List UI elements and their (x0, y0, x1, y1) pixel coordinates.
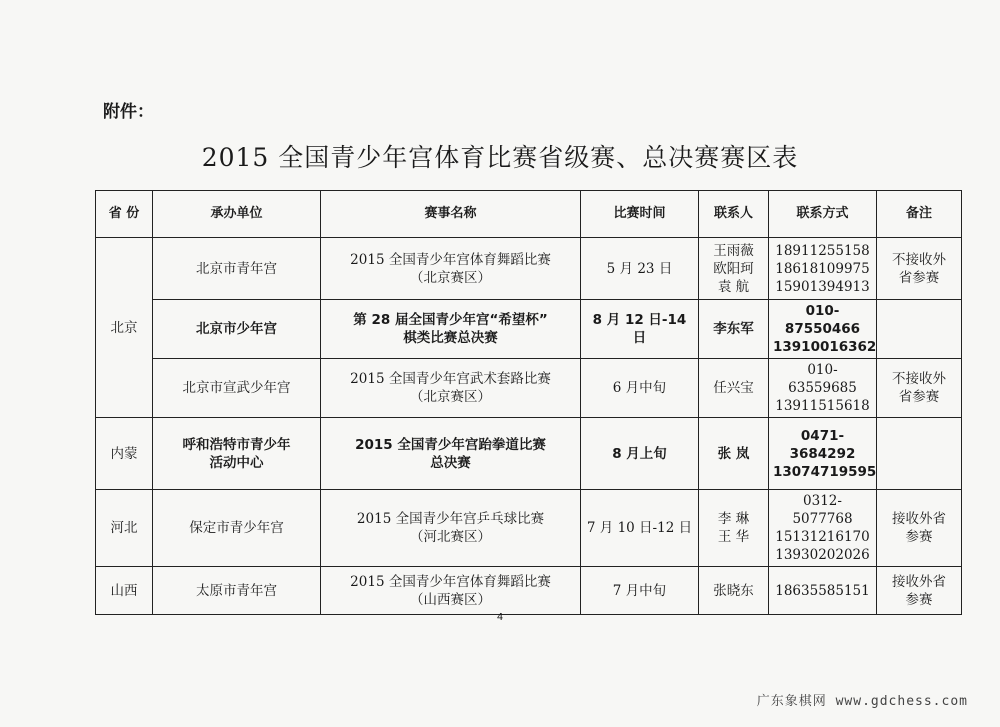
contact-cell (699, 300, 769, 359)
event-cell-line: 第 28 届全国青少年宫“希望杯” (353, 312, 548, 328)
note-cell-line: 接收外省 (892, 511, 946, 527)
organizer-cell: 太原市青年宫 (153, 567, 321, 615)
note-cell (877, 567, 962, 615)
note-cell (877, 359, 962, 418)
note-cell-line: 参赛 (905, 591, 933, 608)
time-cell: 7 月 10 日-12 日 (581, 490, 699, 567)
event-cell (321, 238, 581, 300)
phone-cell-line: 15901394913 (775, 278, 870, 295)
watermark: 广东象棋网 www.gdchess.com (756, 694, 968, 709)
event-cell-line: （山西赛区） (410, 591, 491, 608)
phone-cell (769, 490, 877, 567)
header-note: 备注 (877, 191, 962, 238)
event-cell-line: 2015 全国青少年宫体育舞蹈比赛 (350, 251, 551, 268)
header-phone: 联系方式 (769, 191, 877, 238)
event-cell (321, 567, 581, 615)
province-cell: 内蒙 (96, 418, 153, 490)
contact-cell-line: 张晓东 (713, 582, 754, 599)
document-title: 2015 全国青少年宫体育比赛省级赛、总决赛赛区表 (201, 143, 799, 172)
time-cell: 6 月中旬 (581, 359, 699, 418)
organizer-cell: 保定市青少年宫 (153, 490, 321, 567)
venue-table (95, 190, 962, 615)
time-cell: 5 月 23 日 (581, 238, 699, 300)
contact-cell-line: 王 华 (717, 529, 750, 545)
header-time: 比赛时间 (581, 191, 699, 238)
contact-cell-line: 张 岚 (717, 445, 750, 462)
contact-cell (699, 359, 769, 418)
phone-cell (769, 300, 877, 359)
phone-cell (769, 567, 877, 615)
event-cell-line: （河北赛区） (410, 529, 491, 545)
note-cell-line: 接收外省 (892, 573, 946, 590)
note-cell-line: 不接收外 (892, 371, 946, 387)
contact-cell (699, 418, 769, 490)
table-row (96, 567, 962, 615)
event-cell (321, 490, 581, 567)
attachment-label: 附件： (103, 102, 154, 122)
phone-cell-line: 0471-3684292 (789, 427, 856, 462)
event-cell-line: （北京赛区） (410, 269, 491, 286)
contact-cell-line: 王雨薇 (713, 242, 754, 259)
event-cell (321, 418, 581, 490)
note-cell (877, 418, 962, 490)
note-cell (877, 490, 962, 567)
contact-cell-line: 欧阳珂 (713, 260, 754, 277)
event-cell-line: 总决赛 (430, 454, 471, 471)
phone-cell-line: 010-63559685 (788, 362, 857, 396)
contact-cell (699, 490, 769, 567)
header-contact: 联系人 (699, 191, 769, 238)
province-cell: 北京 (96, 238, 153, 418)
organizer-cell (153, 418, 321, 490)
phone-cell (769, 359, 877, 418)
phone-cell-line: 13074719595 (773, 463, 877, 480)
note-cell-line: 省参赛 (898, 389, 940, 405)
event-cell-line: 2015 全国青少年宫乒乓球比赛 (356, 511, 545, 527)
phone-cell-line: 18911255158 (775, 242, 870, 259)
time-cell: 8 月 12 日-14 日 (581, 300, 699, 359)
note-cell (877, 238, 962, 300)
province-cell: 河北 (96, 490, 153, 567)
table-row (96, 238, 962, 300)
table-header-row (96, 191, 962, 238)
note-cell (877, 300, 962, 359)
phone-cell-line: 0312-5077768 (792, 493, 853, 527)
event-cell-line: 2015 全国青少年宫跆拳道比赛 (355, 436, 546, 453)
contact-cell-line: 李东军 (713, 321, 754, 337)
event-cell-line: （北京赛区） (410, 389, 491, 405)
phone-cell-line: 18618109975 (775, 260, 870, 277)
phone-cell (769, 238, 877, 300)
organizer-cell: 北京市宣武少年宫 (153, 359, 321, 418)
event-cell (321, 359, 581, 418)
table-row (96, 490, 962, 567)
phone-cell-line: 13910016362 (773, 339, 877, 355)
phone-cell-line: 18635585151 (775, 582, 870, 599)
page-number: 4 (496, 612, 504, 623)
contact-cell (699, 567, 769, 615)
event-cell-line: 棋类比赛总决赛 (403, 330, 498, 346)
note-cell-line: 不接收外 (892, 251, 946, 268)
header-province: 省 份 (96, 191, 153, 238)
organizer-cell-line: 活动中心 (209, 454, 264, 471)
contact-cell-line: 任兴宝 (713, 380, 754, 396)
header-event: 赛事名称 (321, 191, 581, 238)
phone-cell-line: 13911515618 (775, 398, 870, 414)
time-cell: 7 月中旬 (581, 567, 699, 615)
contact-cell (699, 238, 769, 300)
province-cell: 山西 (96, 567, 153, 615)
phone-cell-line: 13930202026 (775, 547, 870, 563)
phone-cell-line: 010-87550466 (784, 303, 861, 337)
event-cell-line: 2015 全国青少年宫体育舞蹈比赛 (350, 573, 551, 590)
note-cell-line: 省参赛 (898, 269, 940, 286)
time-cell: 8 月上旬 (581, 418, 699, 490)
event-cell (321, 300, 581, 359)
phone-cell (769, 418, 877, 490)
contact-cell-line: 袁 航 (717, 278, 750, 295)
table-row (96, 359, 962, 418)
table-row (96, 418, 962, 490)
header-organizer: 承办单位 (153, 191, 321, 238)
organizer-cell: 北京市青年宫 (153, 238, 321, 300)
organizer-cell-line: 呼和浩特市青少年 (182, 436, 291, 453)
contact-cell-line: 李 琳 (717, 511, 750, 527)
phone-cell-line: 15131216170 (775, 529, 870, 545)
table-row (96, 300, 962, 359)
event-cell-line: 2015 全国青少年宫武术套路比赛 (350, 371, 551, 387)
organizer-cell: 北京市少年宫 (153, 300, 321, 359)
note-cell-line: 参赛 (905, 529, 933, 545)
